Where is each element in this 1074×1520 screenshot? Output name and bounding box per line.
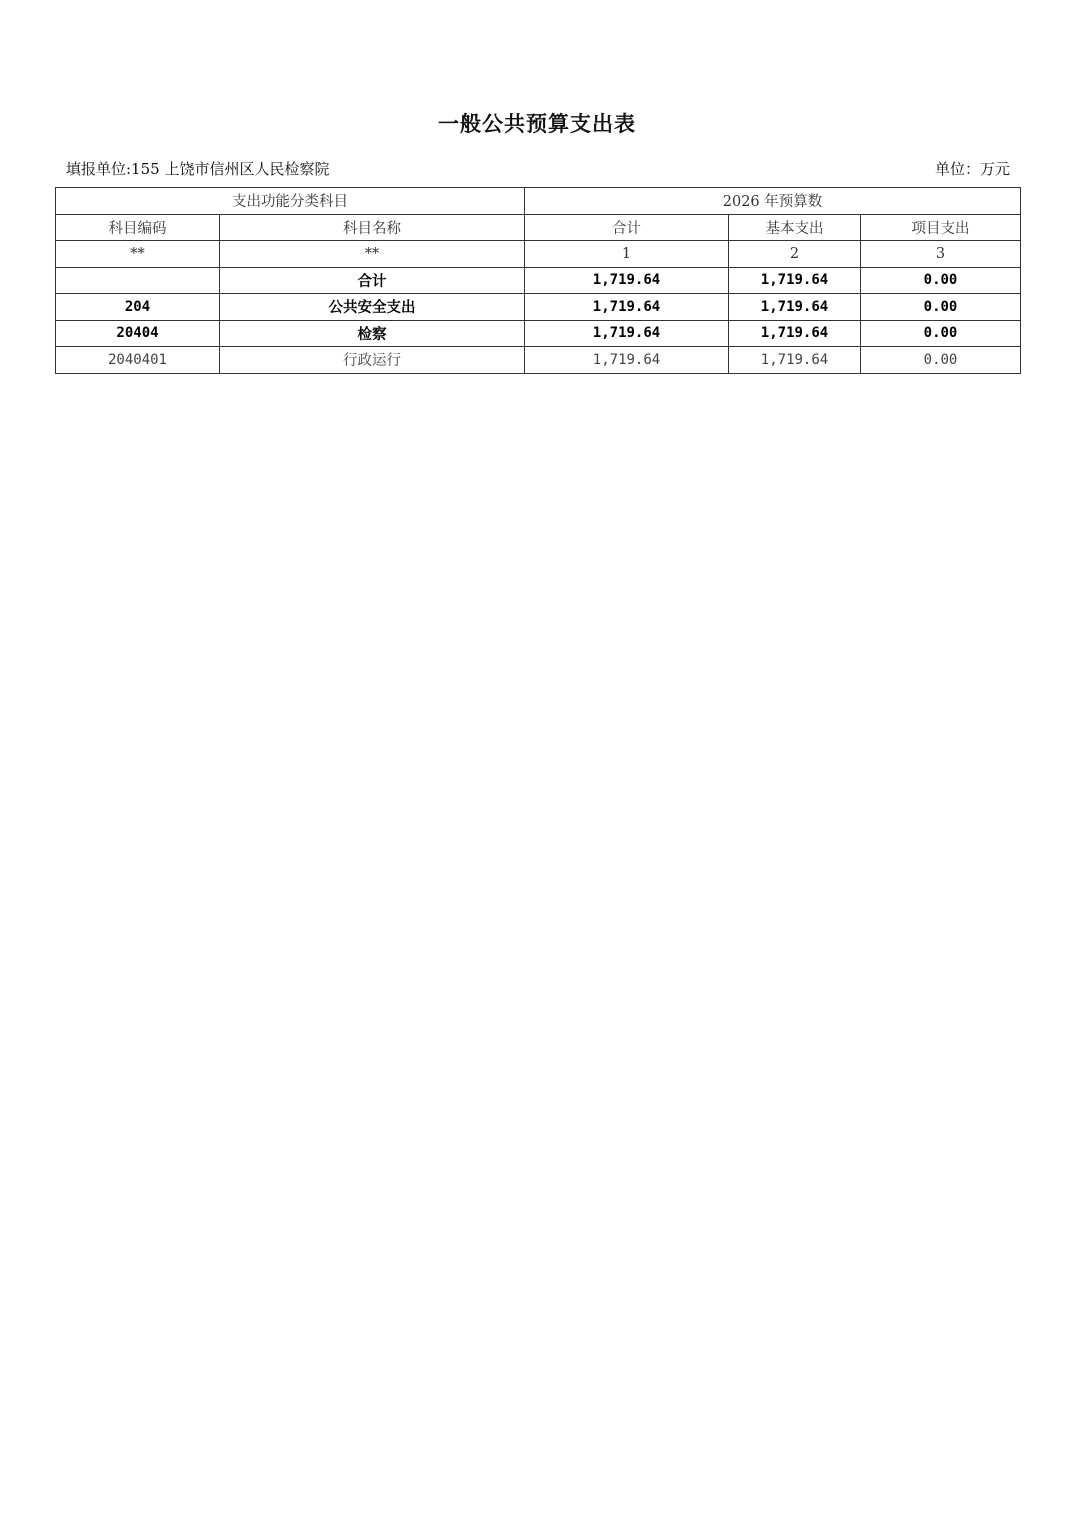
cell-code: [56, 267, 220, 294]
group-header-function-class: 支出功能分类科目: [56, 188, 525, 215]
column-header-name: 科目名称: [220, 214, 525, 241]
cell-total: 1,719.64: [525, 294, 729, 321]
cell-name: 合计: [220, 267, 525, 294]
table-row: [56, 347, 1021, 374]
page-title: 一般公共预算支出表: [438, 111, 636, 136]
column-header-total: 合计: [525, 214, 729, 241]
cell-basic: 1,719.64: [729, 267, 861, 294]
index-cell: **: [220, 241, 525, 268]
cell-total: 1,719.64: [525, 320, 729, 347]
cell-code: 204: [56, 294, 220, 321]
cell-code: 2040401: [56, 347, 220, 374]
cell-name: 行政运行: [220, 347, 525, 374]
table-column-header-row: [56, 214, 1021, 241]
index-cell: 3: [861, 241, 1021, 268]
reporting-unit: 填报单位:155 上饶市信州区人民检察院: [66, 160, 330, 178]
column-header-code: 科目编码: [56, 214, 220, 241]
cell-project: 0.00: [861, 294, 1021, 321]
group-header-budget-year: 2026 年预算数: [525, 188, 1021, 215]
table-group-header-row: [56, 188, 1021, 215]
table-row: [56, 267, 1021, 294]
index-cell: 2: [729, 241, 861, 268]
cell-basic: 1,719.64: [729, 294, 861, 321]
table-row: [56, 320, 1021, 347]
cell-project: 0.00: [861, 267, 1021, 294]
cell-name: 公共安全支出: [220, 294, 525, 321]
table-row: [56, 294, 1021, 321]
currency-unit: 单位：万元: [934, 160, 1010, 178]
index-cell: **: [56, 241, 220, 268]
cell-total: 1,719.64: [525, 267, 729, 294]
index-cell: 1: [525, 241, 729, 268]
cell-basic: 1,719.64: [729, 347, 861, 374]
cell-basic: 1,719.64: [729, 320, 861, 347]
cell-total: 1,719.64: [525, 347, 729, 374]
column-header-project: 项目支出: [861, 214, 1021, 241]
cell-project: 0.00: [861, 320, 1021, 347]
budget-table: [55, 187, 1021, 374]
cell-code: 20404: [56, 320, 220, 347]
cell-name: 检察: [220, 320, 525, 347]
table-index-row: [56, 241, 1021, 268]
cell-project: 0.00: [861, 347, 1021, 374]
column-header-basic: 基本支出: [729, 214, 861, 241]
